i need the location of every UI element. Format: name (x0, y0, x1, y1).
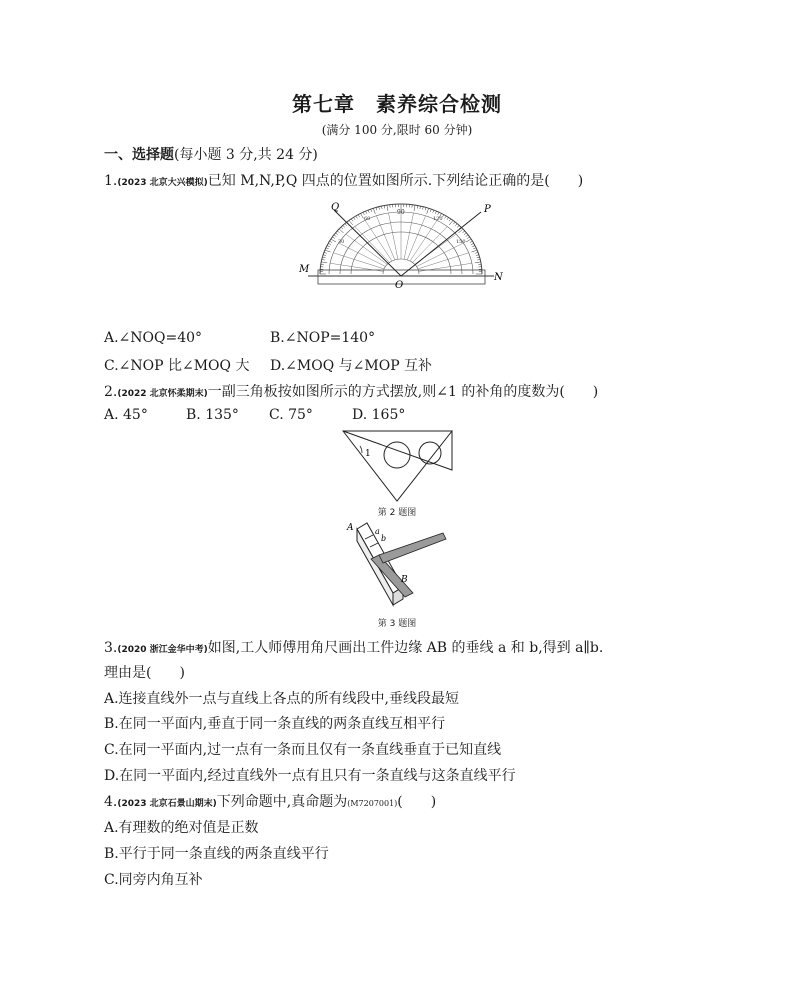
protractor-tick (466, 239, 471, 242)
protractor-tick (435, 211, 436, 214)
label-P: P (484, 204, 491, 215)
protractor-tick (449, 219, 451, 221)
question-text: 一副三角板按如图所示的方式摆放,则∠1 的补角的度数为( ) (207, 384, 599, 400)
angle-1-label: 1 (365, 449, 371, 459)
page-subtitle: (满分 100 分,限时 60 分钟) (321, 123, 473, 137)
protractor-tick (325, 250, 331, 252)
protractor-tick (334, 235, 336, 237)
q4-option-c[interactable]: C.同旁内角互补 (104, 872, 203, 888)
protractor-tick (471, 250, 477, 252)
question-number: 3. (104, 640, 118, 656)
protractor-tick (353, 217, 355, 219)
section-heading (104, 144, 318, 164)
protractor-tick (341, 227, 343, 229)
protractor-tick (351, 219, 353, 221)
question-1 (104, 170, 583, 190)
protractor-tick (471, 243, 474, 244)
question-3 (104, 637, 603, 657)
protractor-tick (470, 241, 473, 242)
protractor-tick (381, 206, 382, 209)
q2-option-b[interactable]: B. 135° (186, 407, 239, 423)
protractor-tick (363, 212, 364, 215)
protractor-tick (335, 233, 337, 235)
question-3-cont: 理由是( ) (104, 665, 185, 681)
q1-option-c[interactable]: C.∠NOP 比∠MOQ 大 (104, 358, 250, 374)
protractor-tick (477, 257, 480, 258)
figure-2-caption: 第 2 题图 (377, 508, 417, 518)
label-O: O (395, 280, 404, 291)
protractor-tick (365, 211, 366, 214)
protractor-tick (321, 262, 327, 263)
protractor-figure (298, 198, 504, 292)
question-source: (2022 北京怀柔期末) (117, 389, 208, 399)
protractor-ray (333, 253, 384, 269)
protractor-tick (328, 243, 331, 244)
figure-3-caption: 第 3 题图 (377, 619, 417, 629)
section-title: 一、选择题 (104, 147, 174, 163)
label-a: a (375, 527, 380, 536)
question-2 (104, 381, 598, 401)
svg-text:150: 150 (456, 239, 466, 245)
protractor-tick (425, 207, 426, 210)
protractor-tick (371, 209, 372, 212)
protractor-tick (384, 206, 385, 209)
label-A: A (347, 523, 354, 533)
protractor-tick (339, 229, 344, 233)
protractor-tick (442, 215, 444, 218)
question-text: 已知 M,N,P,Q 四点的位置如图所示.下列结论正确的是( ) (207, 173, 584, 189)
q2-option-c[interactable]: C. 75° (269, 407, 313, 423)
svg-text:30: 30 (338, 239, 345, 245)
protractor-tick (420, 206, 421, 209)
q2-option-d[interactable]: D. 165° (352, 407, 406, 423)
protractor-tick (462, 231, 464, 233)
protractor-tick (473, 248, 476, 249)
protractor-tick (457, 225, 459, 227)
protractor-tick (430, 209, 431, 212)
triangle-set-figure (340, 428, 456, 504)
protractor-ray (410, 220, 437, 261)
label-B: B (401, 575, 408, 585)
label-M: M (299, 264, 310, 275)
protractor-ray (365, 220, 392, 261)
protractor-tick (464, 233, 466, 235)
question-source: (2020 浙江金华中考) (117, 645, 208, 655)
protractor-tick (376, 207, 377, 210)
protractor-tick (427, 208, 429, 214)
q3-option-d[interactable]: D.在同一平面内,经过直线外一点有且只有一条直线与这条直线平行 (104, 768, 516, 784)
protractor-tick (447, 217, 449, 219)
protractor-tick (475, 262, 481, 263)
protractor-tick (323, 255, 326, 256)
question-code: (M7207001) (347, 799, 398, 808)
protractor-tick (368, 210, 369, 213)
protractor-tick (467, 237, 470, 239)
svg-text:120: 120 (433, 216, 443, 222)
protractor-tick (322, 257, 325, 258)
protractor-tick (358, 215, 360, 218)
protractor-tick (345, 224, 347, 226)
protractor-ray (404, 213, 413, 259)
q1-option-a[interactable]: A.∠NOQ=40° (104, 330, 203, 346)
protractor-tick (449, 220, 453, 225)
protractor-tick (337, 231, 339, 233)
protractor-ray (417, 243, 464, 267)
question-number: 2. (104, 384, 118, 400)
protractor-tick (349, 220, 353, 225)
protractor-tick (477, 259, 480, 260)
protractor-tick (475, 252, 478, 253)
q3-option-a[interactable]: A.连接直线外一点与直线上各点的所有线段中,垂线段最短 (104, 691, 460, 707)
q4-option-a[interactable]: A.有理数的绝对值是正数 (104, 820, 259, 836)
protractor-ray (388, 213, 397, 259)
question-source: (2023 北京石景山期末) (117, 799, 217, 809)
label-Q: Q (331, 202, 340, 213)
protractor-tick (417, 206, 418, 209)
question-number: 1. (104, 173, 118, 189)
protractor-tick (379, 207, 380, 210)
section-note: (每小题 3 分,共 24 分) (174, 147, 318, 163)
q1-option-b[interactable]: B.∠NOP=140° (270, 330, 376, 346)
q3-option-c[interactable]: C.在同一平面内,过一点有一条而且仅有一条直线垂直于已知直线 (104, 742, 502, 758)
protractor-tick (433, 210, 434, 213)
q3-option-b[interactable]: B.在同一平面内,垂直于同一条直线的两条直线互相平行 (104, 716, 446, 732)
protractor-tick (327, 246, 330, 247)
protractor-tick (343, 225, 345, 227)
q2-option-a[interactable]: A. 45° (104, 407, 148, 423)
q4-option-b[interactable]: B.平行于同一条直线的两条直线平行 (104, 846, 329, 862)
protractor-tick (476, 255, 479, 256)
protractor-tick (438, 212, 439, 215)
protractor-ray (418, 253, 469, 269)
protractor-tick (373, 208, 375, 214)
carpenter-square-figure (343, 519, 455, 611)
question-paren: ( ) (397, 794, 437, 810)
protractor-tick (332, 237, 335, 239)
q1-option-d[interactable]: D.∠MOQ 与∠MOP 互补 (270, 358, 433, 374)
page-title: 第七章 素养综合检测 (292, 92, 502, 116)
protractor-tick (453, 222, 455, 224)
protractor-tick (356, 216, 358, 218)
question-number: 4. (104, 794, 118, 810)
protractor-tick (466, 235, 468, 237)
protractor-ray (339, 243, 386, 267)
question-text: 如图,工人师傅用角尺画出工件边缘 AB 的垂线 a 和 b,得到 a∥b. (207, 640, 604, 656)
protractor-tick (445, 216, 447, 218)
protractor-tick (329, 241, 332, 242)
question-text: 下列命题中,真命题为 (216, 794, 348, 810)
protractor-tick (331, 239, 336, 242)
protractor-tick (414, 205, 415, 211)
svg-text:90: 90 (397, 209, 405, 216)
protractor-tick (455, 224, 457, 226)
protractor-tick (472, 246, 475, 247)
protractor-tick (387, 205, 388, 211)
protractor-tick (324, 252, 327, 253)
protractor-tick (326, 248, 329, 249)
question-4 (104, 791, 436, 811)
protractor-tick (322, 259, 325, 260)
question-source: (2023 北京大兴模拟) (117, 178, 208, 188)
svg-text:60: 60 (364, 216, 371, 222)
label-b: b (381, 534, 387, 543)
protractor-tick (422, 207, 423, 210)
label-N: N (494, 272, 503, 283)
